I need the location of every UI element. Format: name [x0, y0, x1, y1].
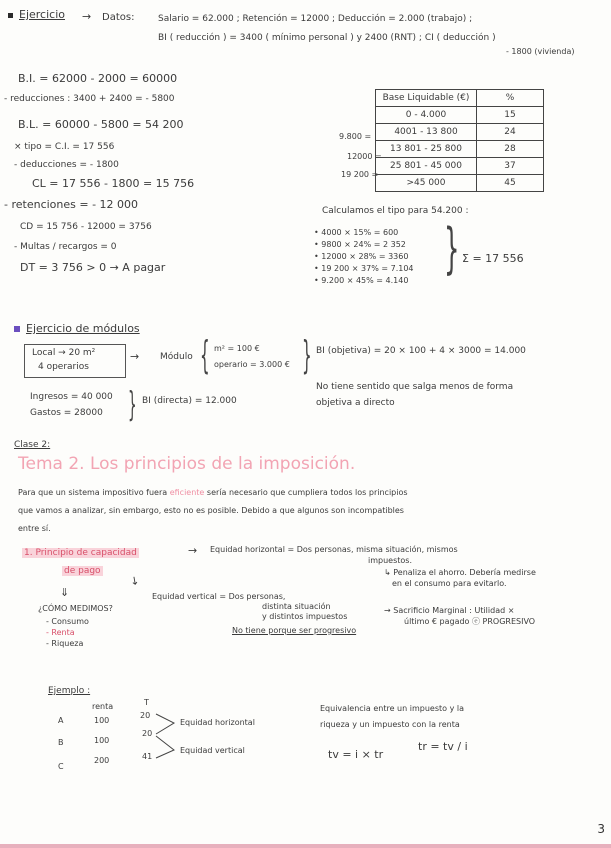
- table-cell: 15: [477, 107, 544, 124]
- row-name: B: [58, 738, 64, 747]
- datos-line-1: Salario = 62.000 ; Retención = 12000 ; Deducción = 2.000 (trabajo) ;: [158, 14, 473, 24]
- table-row: [376, 124, 544, 141]
- tipo-line: • 9800 × 24% = 2 352: [314, 240, 406, 249]
- table-row: [376, 141, 544, 158]
- tax-bracket-table: [375, 89, 544, 192]
- modulos-heading: Ejercicio de módulos: [14, 322, 140, 336]
- row-name: C: [58, 762, 64, 771]
- equidad-vertical-label: Equidad vertical: [180, 746, 245, 755]
- column-header: Base Liquidable (€): [376, 90, 477, 107]
- nota-line: No tiene sentido que salga menos de forma: [316, 382, 514, 392]
- table-cell: 0 - 4.000: [376, 107, 477, 124]
- no-tiene-note: No tiene porque ser progresivo: [232, 626, 357, 635]
- bullet-icon: [14, 326, 20, 332]
- bottom-border: [0, 844, 611, 848]
- calc-line: - deducciones = - 1800: [14, 160, 119, 170]
- principio-title: 1. Principio de capacidad: [24, 548, 137, 558]
- arrow-icon: →: [188, 544, 198, 557]
- page-number: 3: [597, 822, 605, 836]
- table-header-row: [376, 90, 544, 107]
- bullet-icon: [8, 13, 13, 18]
- calc-line: B.I. = 62000 - 2000 = 60000: [18, 72, 178, 85]
- row-t: 20: [142, 729, 153, 738]
- table-cell: 4001 - 13 800: [376, 124, 477, 141]
- penaliza-line: en el consumo para evitarlo.: [392, 579, 507, 588]
- equidad-vertical: Equidad vertical = Dos personas,: [152, 592, 286, 601]
- calc-line: × tipo = C.I. = 17 556: [14, 142, 115, 152]
- table-cell: 13 801 - 25 800: [376, 141, 477, 158]
- datos-label: Datos:: [102, 12, 135, 23]
- arrow-icon: ↘: [127, 572, 143, 589]
- formula: tv = i × tr: [328, 748, 384, 761]
- table-cell: 25 801 - 45 000: [376, 158, 477, 175]
- highlight-word: eficiente: [169, 488, 205, 497]
- right-brace-icon: }: [128, 385, 137, 425]
- table-cell: >45 000: [376, 175, 477, 192]
- row-t: 20: [140, 711, 151, 720]
- sacrificio-line: → Sacrificio Marginal : Utilidad ×: [384, 606, 515, 615]
- datos-line-3: - 1800 (vivienda): [506, 47, 575, 56]
- tipo-text: 9800 × 24% = 2 352: [321, 240, 406, 249]
- equivalencia-line: riqueza y un impuesto con la renta: [320, 720, 460, 729]
- datos-line-2: BI ( reducción ) = 3400 ( mínimo personal ) y 2400 (RNT) ; CI ( deducción ): [158, 33, 496, 43]
- calc-intro: Calculamos el tipo para 54.200 :: [322, 206, 469, 216]
- bi-objetiva: BI (objetiva) = 20 × 100 + 4 × 3000 = 14.000: [316, 346, 526, 356]
- calc-line: B.L. = 60000 - 5800 = 54 200: [18, 118, 184, 131]
- clase-label: Clase 2:: [14, 440, 51, 450]
- calc-line: CD = 15 756 - 12000 = 3756: [20, 222, 152, 232]
- column-header: renta: [92, 702, 114, 711]
- como-medimos: ¿CÓMO MEDIMOS?: [38, 604, 113, 613]
- equidad-horizontal: Equidad horizontal = Dos personas, misma situación, mismos: [210, 545, 458, 554]
- equidad-horizontal-label: Equidad horizontal: [180, 718, 255, 727]
- exercise-heading: Ejercicio: [8, 8, 65, 22]
- tipo-line: • 4000 × 15% = 600: [314, 228, 399, 237]
- medida-item: - Renta: [46, 628, 75, 637]
- tipo-line: • 19 200 × 37% = 7.104: [314, 264, 414, 273]
- row-renta: 100: [94, 736, 110, 745]
- arrow-icon: →: [130, 350, 140, 363]
- intro-line: Para que un sistema impositivo fuera eficiente sería necesario que cumpliera todos los principios: [18, 488, 408, 497]
- table-cell: 45: [477, 175, 544, 192]
- column-header: %: [477, 90, 544, 107]
- calc-line: - Multas / recargos = 0: [14, 242, 117, 252]
- tipo-text: 4000 × 15% = 600: [321, 228, 399, 237]
- gastos: Gastos = 28000: [30, 408, 103, 418]
- comparison-brackets-icon: [154, 710, 182, 762]
- penaliza-line: ↳ Penaliza el ahorro. Debería medirse: [384, 568, 536, 577]
- nota-line: objetiva a directo: [316, 398, 395, 408]
- row-renta: 100: [94, 716, 110, 725]
- left-brace-icon: {: [200, 333, 210, 377]
- medida-item: - Riqueza: [46, 639, 84, 648]
- calc-line: DT = 3 756 > 0 → A pagar: [20, 261, 166, 274]
- sacrificio-line: último € pagado ⓔ PROGRESIVO: [404, 617, 536, 626]
- table-cell: 37: [477, 158, 544, 175]
- tipo-text: 12000 × 28% = 3360: [321, 252, 409, 261]
- right-brace-icon: }: [444, 217, 460, 280]
- equidad-vertical: y distintos impuestos: [262, 612, 348, 621]
- equidad-vertical: distinta situación: [262, 602, 331, 611]
- equidad-horizontal: impuestos.: [368, 556, 412, 565]
- row-renta: 200: [94, 756, 110, 765]
- calc-line: - retenciones = - 12 000: [4, 198, 139, 211]
- table-row: [376, 158, 544, 175]
- side-label: 12000 =: [347, 152, 382, 161]
- tipo-sum: Σ = 17 556: [462, 252, 524, 265]
- modulo-label: Módulo: [160, 352, 193, 362]
- bi-directa: BI (directa) = 12.000: [142, 396, 237, 406]
- tipo-text: 19 200 × 37% = 7.104: [321, 264, 414, 273]
- right-brace-icon: }: [302, 333, 312, 377]
- table-row: [376, 175, 544, 192]
- table-cell: 24: [477, 124, 544, 141]
- intro-line: entre sí.: [18, 524, 51, 533]
- modulo-value: m² = 100 €: [214, 344, 260, 353]
- side-label: 19 200 =: [341, 170, 379, 179]
- ejemplo-title: Ejemplo :: [48, 686, 91, 696]
- tema-title: Tema 2. Los principios de la imposición.: [18, 454, 356, 474]
- principio-title: de pago: [64, 566, 101, 576]
- tipo-text: 9.200 × 45% = 4.140: [321, 276, 409, 285]
- row-name: A: [58, 716, 64, 725]
- calc-line: - reducciones : 3400 + 2400 = - 5800: [4, 94, 175, 104]
- table-row: [376, 107, 544, 124]
- column-header: T: [144, 698, 149, 707]
- side-label: 9.800 =: [339, 132, 372, 141]
- box-line: 4 operarios: [38, 362, 89, 372]
- arrow-down-icon: ⇓: [60, 586, 70, 599]
- arrow-icon: →: [82, 10, 92, 23]
- tipo-line: • 12000 × 28% = 3360: [314, 252, 409, 261]
- modulo-value: operario = 3.000 €: [214, 360, 290, 369]
- tipo-line: • 9.200 × 45% = 4.140: [314, 276, 409, 285]
- calc-line: CL = 17 556 - 1800 = 15 756: [32, 177, 195, 190]
- equivalencia-line: Equivalencia entre un impuesto y la: [320, 704, 464, 713]
- box-line: Local → 20 m²: [32, 348, 96, 358]
- ingresos: Ingresos = 40 000: [30, 392, 113, 402]
- formula: tr = tv / i: [418, 740, 468, 753]
- intro-line: que vamos a analizar, sin embargo, esto no es posible. Debido a que algunos son incompatibles: [18, 506, 404, 515]
- medida-item: - Consumo: [46, 617, 89, 626]
- table-cell: 28: [477, 141, 544, 158]
- row-t: 41: [142, 752, 153, 761]
